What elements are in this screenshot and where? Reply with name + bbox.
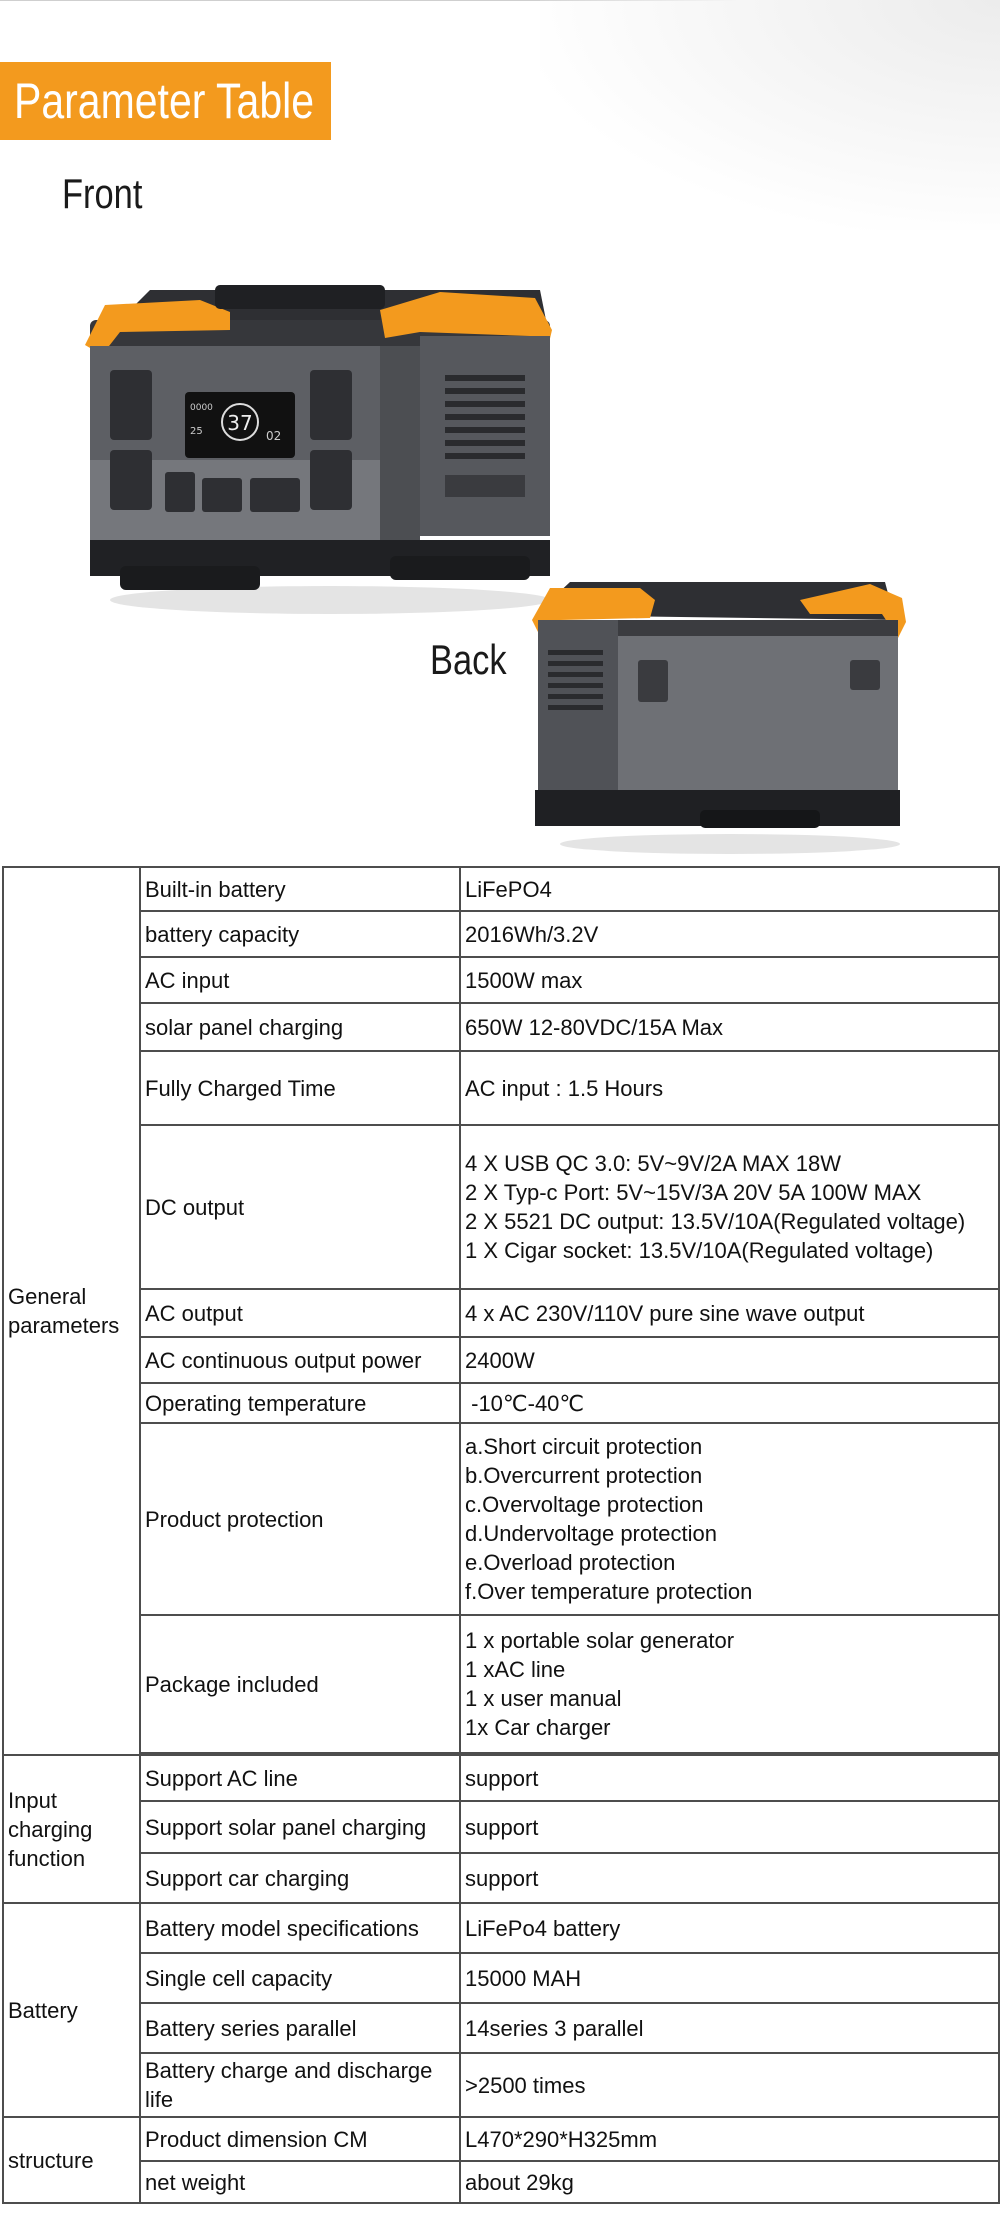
row-label: Built-in battery: [140, 867, 460, 911]
table-row: [3, 1289, 999, 1337]
group-general: General parameters: [3, 867, 140, 1755]
power-station-back-image: [530, 560, 910, 860]
row-label: AC output: [140, 1289, 460, 1337]
table-row: [3, 867, 999, 911]
table-row: [3, 2161, 999, 2203]
ac-outlet-icon: [310, 370, 352, 440]
table-row: [3, 1383, 999, 1423]
table-row: [3, 957, 999, 1003]
table-row: [3, 1125, 999, 1289]
row-value: >2500 times: [460, 2053, 999, 2117]
table-row: [3, 1615, 999, 1753]
back-label: Back: [430, 636, 507, 683]
table-row: [3, 1003, 999, 1051]
table-row: [3, 2003, 999, 2053]
table-row: [3, 1337, 999, 1383]
group-input: Input charging function: [3, 1755, 140, 1903]
table-row: [3, 1755, 999, 1801]
row-value: L470*290*H325mm: [460, 2117, 999, 2161]
ac-outlet-icon: [310, 450, 352, 510]
row-label: Operating temperature: [140, 1383, 460, 1423]
parameter-table-banner: [0, 62, 331, 140]
row-value: 650W 12-80VDC/15A Max: [460, 1003, 999, 1051]
table-row: [3, 1853, 999, 1903]
row-label: battery capacity: [140, 911, 460, 957]
row-label: Product dimension CM: [140, 2117, 460, 2161]
row-value: a.Short circuit protection b.Overcurrent protection c.Overvoltage protection d.Undervoltage protection e.Overload protection f.Over temperature protection: [460, 1423, 999, 1615]
row-value: support: [460, 1853, 999, 1903]
row-value: 2016Wh/3.2V: [460, 911, 999, 957]
table-row: [3, 1051, 999, 1125]
row-label: Battery charge and discharge life: [140, 2053, 460, 2117]
table-row: [3, 1903, 999, 1953]
table-row: [3, 2117, 999, 2161]
row-label: Support AC line: [140, 1755, 460, 1801]
row-label: Package included: [140, 1615, 460, 1753]
row-label: solar panel charging: [140, 1003, 460, 1051]
row-label: net weight: [140, 2161, 460, 2203]
table-row: [3, 911, 999, 957]
ac-outlet-icon: [110, 370, 152, 440]
row-value: 4 X USB QC 3.0: 5V~9V/2A MAX 18W 2 X Typ-c Port: 5V~15V/3A 20V 5A 100W MAX 2 X 5521 DC output: 13.5V/10A(Regulated voltage) 1 X Cigar socket: 13.5V/10A(Regulated voltage): [460, 1125, 999, 1289]
row-label: DC output: [140, 1125, 460, 1289]
row-value: 2400W: [460, 1337, 999, 1383]
row-label: Battery model specifications: [140, 1903, 460, 1953]
row-label: Single cell capacity: [140, 1953, 460, 2003]
table-row: [3, 1423, 999, 1615]
row-value: 14series 3 parallel: [460, 2003, 999, 2053]
row-value: -10℃-40℃: [460, 1383, 999, 1423]
parameter-table: [2, 866, 1000, 2204]
lcd-left-bottom: 25: [190, 426, 203, 437]
row-label: Support car charging: [140, 1853, 460, 1903]
lcd-left-top: 0000: [190, 403, 213, 413]
banner-title: Parameter Table: [14, 73, 315, 129]
front-label: Front: [62, 170, 143, 217]
background-shade: [540, 0, 1000, 230]
table-row: [3, 2053, 999, 2117]
row-value: 1500W max: [460, 957, 999, 1003]
row-value: support: [460, 1801, 999, 1853]
row-label: Battery series parallel: [140, 2003, 460, 2053]
lcd-right: 02: [266, 429, 282, 443]
ac-outlet-icon: [110, 450, 152, 510]
row-label: Fully Charged Time: [140, 1051, 460, 1125]
row-value: LiFePo4 battery: [460, 1903, 999, 1953]
row-label: AC continuous output power: [140, 1337, 460, 1383]
row-label: Product protection: [140, 1423, 460, 1615]
power-station-front-image: [80, 250, 560, 620]
group-structure: structure: [3, 2117, 140, 2203]
lcd-percent: 37: [227, 411, 253, 435]
row-value: 4 x AC 230V/110V pure sine wave output: [460, 1289, 999, 1337]
row-value: LiFePO4: [460, 867, 999, 911]
row-value: 15000 MAH: [460, 1953, 999, 2003]
row-label: Support solar panel charging: [140, 1801, 460, 1853]
row-label: AC input: [140, 957, 460, 1003]
row-value: about 29kg: [460, 2161, 999, 2203]
table-row: [3, 1801, 999, 1853]
row-value: support: [460, 1755, 999, 1801]
row-value: 1 x portable solar generator 1 xAC line 1 x user manual 1x Car charger: [460, 1615, 999, 1753]
table-row: [3, 1953, 999, 2003]
group-battery: Battery: [3, 1903, 140, 2117]
row-value: AC input : 1.5 Hours: [460, 1051, 999, 1125]
